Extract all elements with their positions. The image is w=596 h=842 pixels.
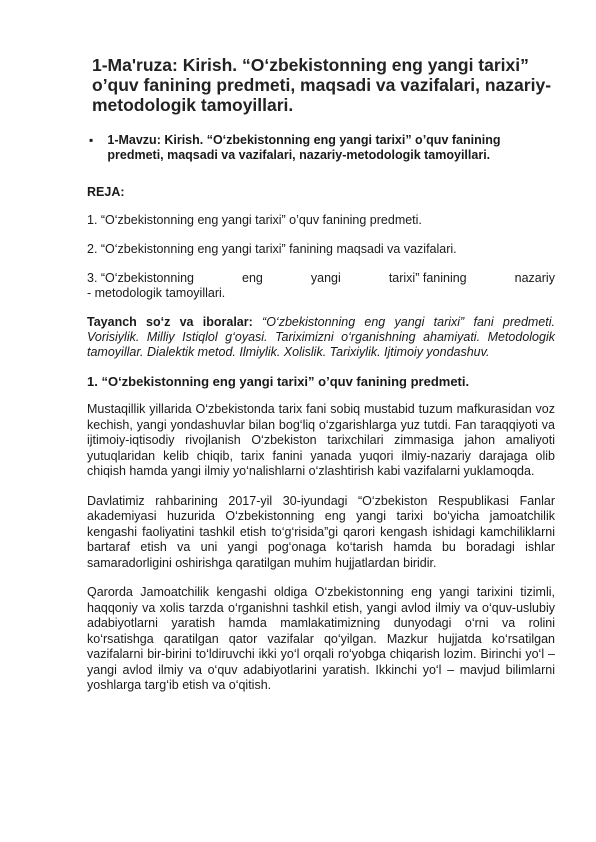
plan-item-3-word: tarixi” fanining [388,271,467,285]
plan-item-3 [87,271,555,286]
keywords-label: Tayanch so‘z va iboralar: [87,315,253,329]
section-1-heading: 1. “O‘zbekistonning eng yangi tarixi” o’quv fanining predmeti. [87,374,470,389]
plan-item-3-word: yangi [310,271,341,285]
topic-bullet [87,133,555,163]
document-page [87,55,555,708]
body-paragraph-1: Mustaqillik yillarida O‘zbekistonda tarix fani sobiq mustabid tuzum mafkurasidan voz kechish, yangi yondashuvlar bilan bog‘liq o‘zgarishlarga yuz tutdi. Fan taraqqiyoti va ijtimoiy-iqtisodiy rivojlanish O‘zbekiston tarixchilari zimmasiga jahon amaliyoti yutuqlaridan kelib chiqib, tarix fanini yanada yuqori ilmiy-nazariy darajaga olib chiqish hamda yangi ilmiy yo‘nalishlarni o‘zlashtirish kabi vazifalarni yuklamoqda. [87,402,555,478]
plan-item-3-word: eng [242,271,263,285]
plan-item-2: 2. “O‘zbekistonning eng yangi tarixi” fanining maqsadi va vazifalari. [87,242,457,256]
plan-item-1: 1. “O‘zbekistonning eng yangi tarixi” o’quv fanining predmeti. [87,213,422,227]
bullet-square-icon: ▪ [89,133,94,147]
topic-text: 1-Mavzu: Kirish. “O‘zbekistonning eng yangi tarixi” o’quv fanining predmeti, maqsadi va vazifalari, nazariy-metodologik tamoyillari. [107,133,501,162]
keywords-paragraph [87,315,555,360]
body-paragraph-2: Davlatimiz rahbarining 2017-yil 30-iyundagi “O‘zbekiston Respublikasi Fanlar akademiyasi huzurida O‘zbekistonning eng yangi tarixi bo‘yicha jamoatchilik kengashi faoliyatini tashkil etish to‘g‘risida”gi qarori kengash ishidagi kamchiliklarni bartaraf etish va uni yangi pog‘onaga ko‘tarish hamda bu boradagi ishlar samaradorligini oshirishga qaratilgan muhim hujjatlardan biridir. [87,493,555,570]
plan-heading: REJA: [87,185,125,199]
plan-item-3-word: 3. “O‘zbekistonning [87,271,195,285]
keywords-text: “O‘zbekistonning eng yangi tarixi” fani predmeti. Vorisiylik. Milliy Istiqlol g‘oyasi. Tariximizni o‘rganishning ahamiyati. Metodologik tamoyillar. Dialektik metod. Ilmiylik. Xolislik. Tarixiylik. Ijtimoiy yondashuv. [87,315,555,359]
lecture-title: 1-Ma'ruza: Kirish. “O‘zbekistonning eng yangi tarixi” o’quv fanining predmeti, maqsadi va vazifalari, nazariy-metodologik tamoyillari. [92,55,552,115]
body-paragraph-3: Qarorda Jamoatchilik kengashi oldiga O‘zbekistonning eng yangi tarixini tizimli, haqqoniy va xolis tarzda o‘rganishni tashkil etish, yangi avlod ilmiy va o‘quv-uslubiy adabiyotlarni yaratish hamda mamlakatimizning dunyodagi o‘rni va rolini ko‘rsatishga qaratilgan qator vazifalar qo‘yilgan. Mazkur hujjatda ko‘rsatilgan vazifalarni bir-birini to‘ldiruvchi ikki yo‘l orqali ro‘yobga chiqarish lozim. Birinchi yo‘l – yangi avlod ilmiy va o‘quv adabiyotlarini yaratish. Ikkinchi yo‘l – mavjud bilimlarni yoshlarga targ‘ib etish va o‘qitish. [87,585,555,692]
plan-item-3-continuation: - metodologik tamoyillari. [87,286,226,300]
plan-item-3-word: nazariy [514,271,555,285]
